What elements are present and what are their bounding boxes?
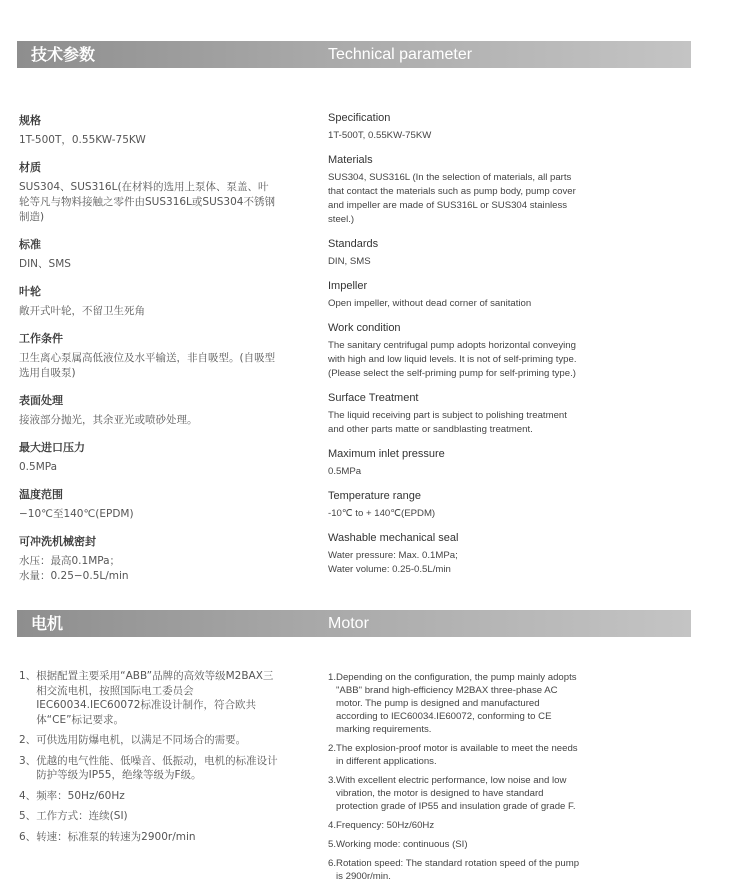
param-label: 可冲洗机械密封 [19, 535, 96, 548]
param-value: DIN, SMS [328, 256, 371, 267]
param-value: 1T-500T，0.55KW-75KW [19, 134, 146, 146]
param-label: 工作条件 [19, 332, 63, 345]
list-number: 2. [328, 743, 337, 754]
param-item [19, 439, 277, 475]
param-value: 水压：最高0.1MPa； 水量：0.25−0.5L/min [19, 555, 129, 582]
motor-header-bar [17, 610, 691, 637]
motor-list-item [328, 742, 580, 768]
param-item [19, 330, 277, 381]
param-value: SUS304, SUS316L (In the selection of materials, all parts that contact the materials such as pump body, pump cover and impeller are made of SUS316L or SUS304 stainless steel.) [328, 172, 576, 225]
param-item [328, 322, 583, 381]
motor-list-item [328, 857, 580, 883]
tech-title-en: Technical parameter [328, 46, 473, 63]
motor-list-item [19, 830, 281, 845]
motor-list-item [328, 774, 580, 813]
param-item [19, 236, 277, 272]
motor-cn-list [19, 669, 281, 850]
tech-header-bar [17, 41, 691, 68]
list-number: 4、 [19, 789, 37, 802]
list-text: 根据配置主要采用“ABB”品牌的高效等级M2BAX三相交流电机，按照国际电工委员会IEC60034.IEC60072标准设计制作，符合欧共体“CE”标记要求。 [36, 670, 274, 726]
tech-title-cn: 技术参数 [31, 45, 96, 64]
param-label: 材质 [19, 161, 41, 174]
motor-list-item [19, 669, 281, 727]
list-text: Depending on the configuration, the pump mainly adopts "ABB" brand high-efficiency M2BAX three-phase AC motor. The pump is designed and manufactured according to IEC60034.IE60072, conforming to CE marking requirements. [336, 672, 577, 735]
param-value: Open impeller, without dead corner of sanitation [328, 298, 532, 309]
list-number: 3. [328, 775, 337, 786]
list-number: 1、 [19, 670, 37, 682]
motor-list-item [19, 789, 281, 804]
list-text: 转速：标准泵的转速为2900r/min [36, 830, 196, 843]
motor-en-list [328, 671, 580, 889]
param-item [328, 490, 583, 521]
param-label: 规格 [19, 114, 41, 127]
param-label: Washable mechanical seal [328, 532, 459, 544]
param-label: 最大进口压力 [19, 441, 85, 454]
param-value: 敞开式叶轮，不留卫生死角 [19, 305, 145, 317]
param-item [19, 486, 277, 522]
param-value: DIN、SMS [19, 258, 71, 270]
param-item [19, 533, 277, 584]
param-item [19, 392, 277, 428]
param-label: Impeller [328, 280, 368, 292]
list-text: The explosion-proof motor is available to meet the needs in different applications. [336, 743, 578, 767]
param-item [328, 448, 583, 479]
list-text: Rotation speed: The standard rotation speed of the pump is 2900r/min. [336, 858, 580, 882]
param-label: 表面处理 [19, 394, 63, 407]
list-number: 6. [328, 858, 337, 869]
list-text: Working mode: continuous (SI) [336, 839, 468, 850]
param-label: 叶轮 [19, 285, 41, 298]
param-value: The liquid receiving part is subject to polishing treatment and other parts matte or sandblasting treatment. [328, 410, 567, 435]
param-value: −10℃至140℃(EPDM) [19, 508, 134, 520]
list-number: 6、 [19, 830, 37, 843]
list-number: 2、 [19, 734, 37, 746]
param-item [328, 532, 583, 577]
param-value: 0.5MPa [328, 466, 362, 477]
list-number: 4. [328, 820, 337, 831]
list-text: 可供选用防爆电机，以满足不同场合的需要。 [36, 734, 247, 746]
motor-list-item [328, 819, 580, 832]
list-text: Frequency: 50Hz/60Hz [336, 820, 435, 831]
param-item [328, 280, 583, 311]
list-number: 3、 [19, 754, 37, 767]
list-number: 5. [328, 839, 337, 850]
param-label: Standards [328, 238, 379, 250]
motor-title-en: Motor [328, 615, 369, 632]
param-item [19, 283, 277, 319]
param-label: Surface Treatment [328, 392, 419, 404]
list-number: 1. [328, 672, 337, 683]
motor-list-item [19, 809, 281, 824]
tech-cn-column [19, 112, 277, 595]
param-label: 温度范围 [19, 488, 63, 501]
param-label: Temperature range [328, 490, 421, 502]
motor-list-item [19, 733, 281, 748]
motor-title-cn: 电机 [31, 614, 64, 633]
param-item [19, 112, 277, 148]
motor-list-item [328, 838, 580, 851]
param-value: 接液部分抛光，其余亚光或喷砂处理。 [19, 414, 198, 426]
list-text: 频率：50Hz/60Hz [36, 789, 125, 802]
motor-list-item [19, 754, 281, 783]
param-item [328, 392, 583, 437]
param-value: 0.5MPa [19, 461, 58, 473]
param-label: 标准 [19, 238, 41, 251]
param-label: Maximum inlet pressure [328, 448, 445, 460]
param-label: Work condition [328, 322, 401, 334]
param-label: Materials [328, 154, 373, 166]
motor-list-item [328, 671, 580, 736]
param-item [328, 238, 583, 269]
param-item [328, 112, 583, 143]
list-number: 5、 [19, 810, 37, 822]
param-value: Water pressure: Max. 0.1MPa; Water volume: 0.25-0.5L/min [328, 550, 458, 575]
tech-en-column [328, 112, 583, 588]
list-text: 工作方式：连续(SI) [36, 810, 128, 822]
param-item [19, 159, 277, 225]
param-value: -10℃ to + 140℃(EPDM) [328, 508, 436, 519]
param-item [328, 154, 583, 227]
list-text: 优越的电气性能、低噪音、低振动，电机的标准设计防护等级为IP55，绝缘等级为F级。 [36, 754, 278, 781]
param-value: SUS304、SUS316L(在材料的选用上泵体、泵盖、叶轮等凡与物料接触之零件由SUS316L或SUS304不锈钢制造) [19, 181, 275, 223]
param-value: 卫生离心泵属高低液位及水平输送，非自吸型。(自吸型选用自吸泵) [19, 352, 276, 379]
param-label: Specification [328, 112, 391, 124]
param-value: The sanitary centrifugal pump adopts horizontal conveying with high and low liquid levels. It is not of self-priming type. (Please select the self-priming pump for self-priming type.) [328, 340, 577, 379]
list-text: With excellent electric performance, low noise and low vibration, the motor is designed to have standard protection grade of IP55 and insulation grade of grade F. [336, 775, 576, 812]
param-value: 1T-500T, 0.55KW-75KW [328, 130, 432, 141]
